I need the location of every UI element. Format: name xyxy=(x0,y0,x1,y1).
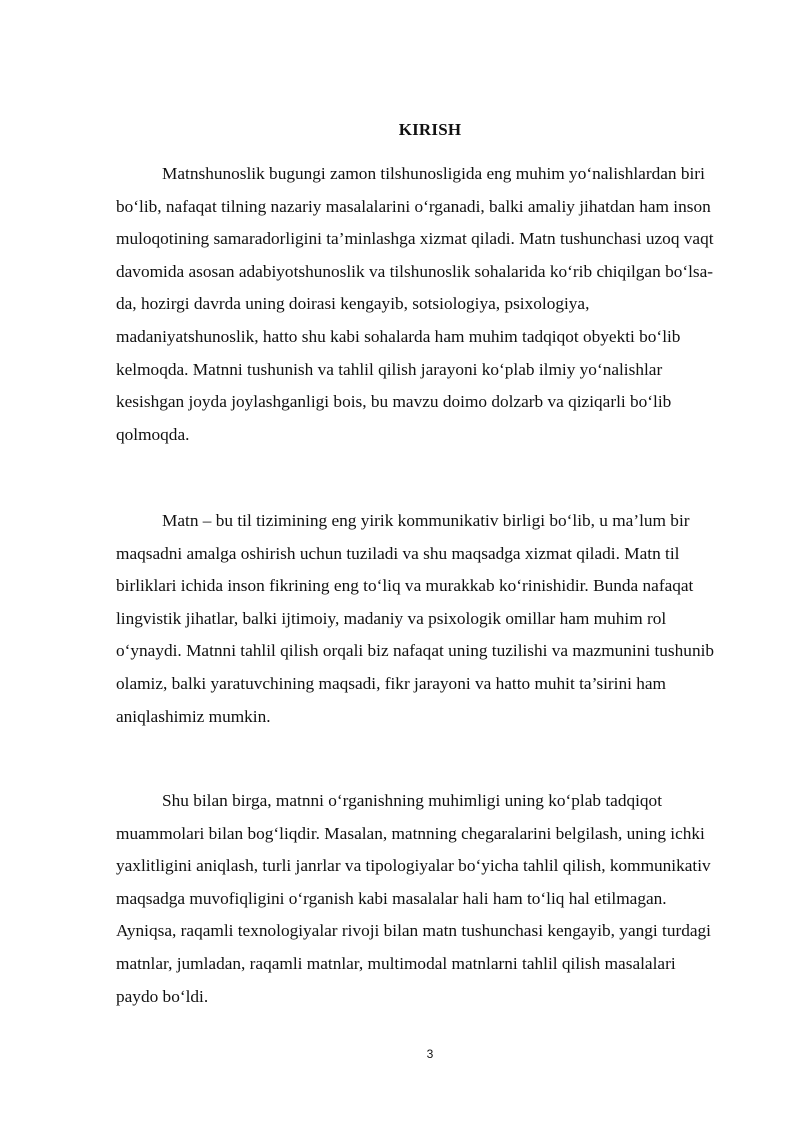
page-number: 3 xyxy=(426,1047,434,1061)
body-paragraph: Matnshunoslik bugungi zamon tilshunosligida eng muhim yo‘nalishlardan biri bo‘lib, nafaqat tilning nazariy masalalarini o‘rganadi, balki amaliy jihatdan ham inson muloqotining samaradorligini ta’minlashga xizmat qiladi. Matn tushunchasi uzoq vaqt davomida asosan adabiyotshunoslik va tilshunoslik sohalarida ko‘rib chiqilgan bo‘lsa-da, hozirgi davrda uning doirasi kengayib, sotsiologiya, psixologiya, madaniyatshunoslik, hatto shu kabi sohalarda ham muhim tadqiqot obyekti bo‘lib kelmoqda. Matnni tushunish va tahlil qilish jarayoni ko‘plab ilmiy yo‘nalishlar kesishgan joyda joylashganligi bois, bu mavzu doimo dolzarb va qiziqarli bo‘lib qolmoqda. xyxy=(116,164,714,444)
body-paragraph: Shu bilan birga, matnni o‘rganishning muhimligi uning ko‘plab tadqiqot muammolari bilan bog‘liqdir. Masalan, matnning chegaralarini belgilash, uning ichki yaxlitligini aniqlash, turli janrlar va tipologiyalar bo‘yicha tahlil qilish, kommunikativ maqsadga muvofiqligini o‘rganish kabi masalalar hali ham to‘liq hal etilmagan. Ayniqsa, raqamli texnologiyalar rivoji bilan matn tushunchasi kengayib, yangi turdagi matnlar, jumladan, raqamli matnlar, multimodal matnlarni tahlil qilish masalalari paydo bo‘ldi. xyxy=(116,791,711,1006)
section-title: KIRISH xyxy=(398,120,462,139)
body-paragraph: Matn – bu til tizimining eng yirik kommunikativ birligi bo‘lib, u ma’lum bir maqsadni amalga oshirish uchun tuziladi va shu maqsadga xizmat qiladi. Matn til birliklari ichida inson fikrining eng to‘liq va murakkab ko‘rinishidir. Bunda nafaqat lingvistik jihatlar, balki ijtimoiy, madaniy va psixologik omillar ham muhim rol o‘ynaydi. Matnni tahlil qilish orqali biz nafaqat uning tuzilishi va mazmunini tushunib olamiz, balki yaratuvchining maqsadi, fikr jarayoni va hatto muhit ta’sirini ham aniqlashimiz mumkin. xyxy=(116,511,715,726)
